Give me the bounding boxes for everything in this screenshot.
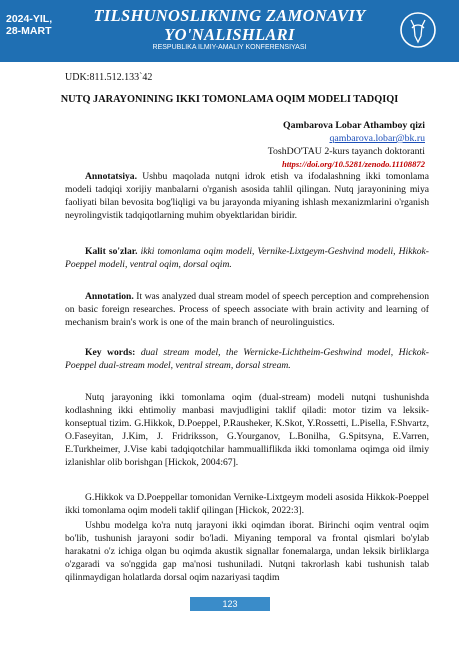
conference-title-line2: YO'NALISHLARI	[164, 25, 295, 44]
author-name: Qambarova Lobar Athamboy qizi	[283, 120, 425, 131]
kalit-text: ikki tomonlama oqim modeli, Vernike-Lixtgeym-Geshvind modeli, Hikkok-Poeppel modeli, ventral oqim, dorsal oqim.	[65, 246, 429, 271]
annotation-paragraph	[65, 290, 429, 329]
kalit-paragraph	[65, 245, 429, 271]
keywords-text: dual stream model, the Wernicke-Lichtheim-Geshwind model, Hickok-Poeppel dual-stream model, ventral stream, dorsal stream.	[65, 347, 430, 372]
annotation-label: Annotation.	[85, 291, 134, 302]
deer-emblem-icon	[399, 6, 437, 54]
conference-title-line1: TILSHUNOSLIKNING ZAMONAVIY	[93, 6, 366, 25]
date-day: 28-MART	[6, 25, 52, 37]
kalit-label: Kalit so'zlar.	[85, 246, 138, 257]
date-year: 2024-YIL,	[6, 13, 53, 25]
body-paragraph-1: Nutq jarayoning ikki tomonlama oqim (dual-stream) modeli nutqni tushunishda kodlashning ikki ehtimoliy manbasi mavjudligini taklif qiladi: motor tizim va leksik-konseptual tizim. G.Hikkok, D.Poeppel, P.Rausheker, K.Skot, Y.Rossetti, L.Pisella, F.Shvartz, O.Faseyitan, J.Kim, J. Fridriksson, G.Yourganov, L.Bonilha, G.Spitsyna, E.Varren, E.Turkheimer, J.Vise kabi tadqiqotchilar hammualliflikda ikki tomonlama oqimga oid ilmiy izlanishlar olib borishgan [Hickok, 2004:67].	[65, 392, 429, 469]
author-block	[268, 119, 425, 171]
author-affiliation: ToshDO'TAU 2-kurs tayanch doktoranti	[267, 146, 425, 157]
conference-header	[0, 0, 459, 62]
page-number: 123	[222, 599, 238, 609]
annotatsiya-text: Ushbu maqolada nutqni idrok etish va ifodalashning ikki tomonlama modeli tadqiqi xorijiy manbalarni o'rganish asosida tahlil qilingan. Nutq jarayonining miya faoliyati bilan bevosita bog'liqligi va bu jarayonda miyaning ishlash mexanizmlarini o'rganish neyrolingvistik tadqiqotlarning muhim obyektlaridan biridir.	[65, 171, 429, 222]
body-paragraph-2: G.Hikkok va D.Poeppellar tomonidan Vernike-Lixtgeym modeli asosida Hikkok-Poeppel ikki tomonlama oqim modeli taklif qilingan [Hickok, 2022:3].	[65, 492, 429, 517]
keywords-label: Key words:	[85, 347, 136, 358]
doi-link[interactable]: https://doi.org/10.5281/zenodo.11108872	[281, 159, 425, 169]
author-email-link[interactable]: qambarova.lobar@bk.ru	[329, 133, 425, 144]
annotatsiya-paragraph	[65, 170, 429, 222]
conference-subtitle: RESPUBLIKA ILMIY-AMALIY KONFERENSIYASI	[152, 44, 307, 51]
annotation-text: It was analyzed dual stream model of speech perception and comprehension on basic foreign researches. Process of speech associate with brain activity and learning of mechanism brain's work is one of the main branch of neurolinguistics.	[65, 291, 430, 329]
page-number-badge	[190, 597, 270, 611]
keywords-paragraph	[65, 346, 429, 372]
paper-title: NUTQ JARAYONINING IKKI TOMONLAMA OQIM MODELI TADQIQI	[60, 94, 399, 105]
udk-code: UDK:811.512.133`42	[65, 72, 153, 83]
annotatsiya-label: Annotatsiya.	[85, 171, 137, 182]
body-paragraph-3: Ushbu modelga ko'ra nutq jarayoni ikki oqimdan iborat. Birinchi oqim ventral oqim bo'lib, tushunish jarayoni sodir bo'ladi. Miyaning temporal va frontal qismlari bo'ylab harakatni o'z ichiga olgan bu oqimda akustik signallar fonemalarga, undan leksik birliklarga o'zgaradi va so'nggida gap ma'nosi tushuniladi. Nutqni takrorlash kabi tushunish talab qilinmaydigan holatlarda dorsal oqim nazariyasi taqdim	[65, 520, 429, 584]
